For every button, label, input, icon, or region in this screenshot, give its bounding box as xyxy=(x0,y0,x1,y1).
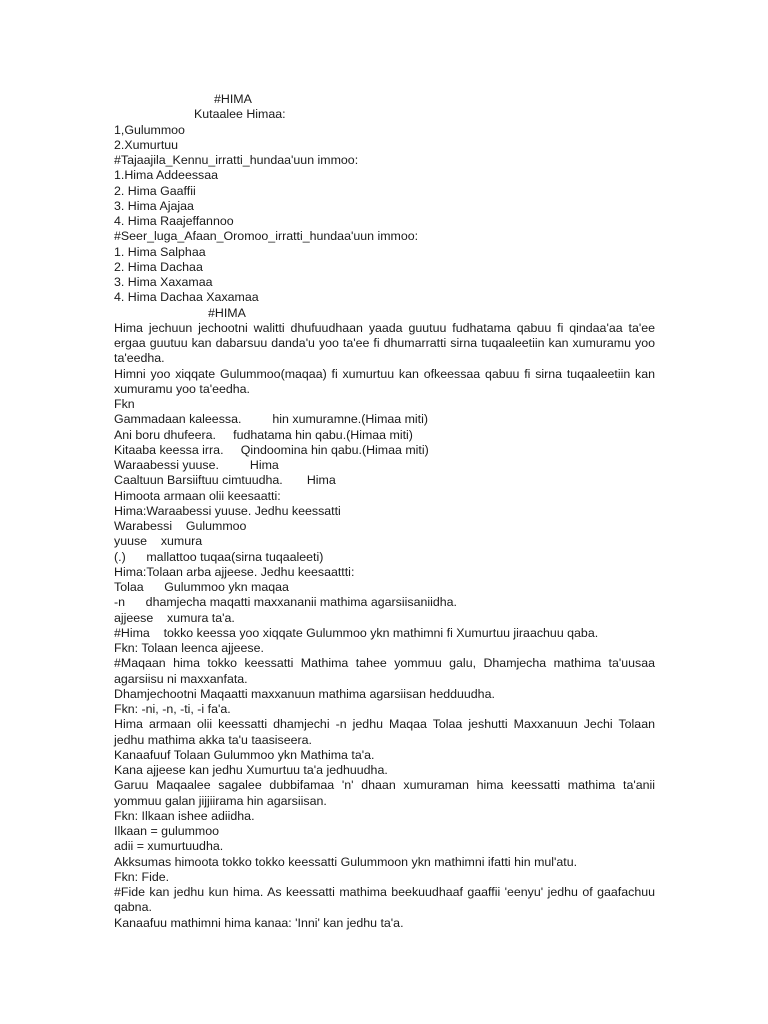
list-item: 2.Xumurtuu xyxy=(114,137,179,152)
text-line: Dhamjechootni Maqaatti maxxanuun mathima agarsiisan hedduudha. xyxy=(114,686,495,701)
list-item: 4. Hima Raajeffannoo xyxy=(114,214,234,228)
list-item: 3. Hima Xaxamaa xyxy=(114,275,213,289)
text-line: Hima:Waraabessi yuuse. Jedhu keessatti xyxy=(114,503,341,518)
text-line: Kanaafuu mathimni hima kanaa: 'Inni' kan jedhu ta'a. xyxy=(114,915,404,930)
list-item: 1. Hima Salphaa xyxy=(114,244,206,259)
document-body xyxy=(114,92,655,931)
text-line: Ilkaan = gulummoo xyxy=(114,824,220,838)
text-line: ajjeese xumura ta'a. xyxy=(114,610,235,625)
paragraph: #Fide kan jedhu kun hima. As keessatti mathima beekuudhaaf gaaffii 'eenyu' jedhu of gaafachuu qabna. xyxy=(114,885,655,915)
example-line: Gammadaan kaleessa. hin xumuramne.(Himaa miti) xyxy=(114,412,429,427)
section-title: #HIMA xyxy=(208,305,246,320)
text-line: -n dhamjecha maqatti maxxananii mathima agarsiisaniidha. xyxy=(114,595,457,610)
paragraph: Garuu Maqaalee sagalee dubbifamaa 'n' dhaan xumuraman hima keessatti mathima ta'anii yommuu galan jijjiirama hin agarsiisan. xyxy=(114,778,655,808)
document-subtitle: Kutaalee Himaa: xyxy=(194,107,286,122)
list-item: 4. Hima Dachaa Xaxamaa xyxy=(114,290,259,305)
text-line: Fkn: Fide. xyxy=(114,869,170,884)
text-line: Akksumas himoota tokko tokko keessatti Gulummoon ykn mathimni ifatti hin mul'atu. xyxy=(114,854,578,869)
text-line: Himoota armaan olii keesaatti: xyxy=(114,488,281,503)
example-line: Kitaaba keessa irra. Qindoomina hin qabu.(Himaa miti) xyxy=(114,442,429,457)
text-line: (.) mallattoo tuqaa(sirna tuqaaleeti) xyxy=(114,549,324,564)
text-line: yuuse xumura xyxy=(114,534,203,549)
hashtag-heading: #Tajaajila_Kennu_irratti_hundaa'uun immoo: xyxy=(114,153,359,167)
text-line: Fkn: Tolaan leenca ajjeese. xyxy=(114,641,264,655)
paragraph: Hima jechuun jechootni walitti dhufuudhaan yaada guutuu fudhatama qabuu fi qindaa'aa ta'ee ergaa guutuu kan dabarsuu danda'u yoo ta'ee fi dhumarratti sirna tuqaaleetiin kan xumuramu yoo ta'eedha. xyxy=(114,320,655,366)
example-line: Waraabessi yuuse. Hima xyxy=(114,458,279,472)
text-line: Kanaafuuf Tolaan Gulummoo ykn Mathima ta'a. xyxy=(114,747,375,762)
text-line: Fkn: -ni, -n, -ti, -i fa'a. xyxy=(114,702,231,716)
paragraph: Hima armaan olii keessatti dhamjechi -n jedhu Maqaa Tolaa jeshutti Maxxanuun Jechi Tolaan jedhu mathima akka ta'u taasiseera. xyxy=(114,717,655,747)
hashtag-heading: #Seer_luga_Afaan_Oromoo_irratti_hundaa'uun immoo: xyxy=(114,229,419,244)
list-item: 2. Hima Gaaffii xyxy=(114,183,196,198)
text-line: Hima:Tolaan arba ajjeese. Jedhu keesaattti: xyxy=(114,564,355,579)
example-label: Fkn xyxy=(114,397,135,411)
document-title: #HIMA xyxy=(214,92,252,106)
text-line: adii = xumurtuudha. xyxy=(114,839,224,854)
list-item: 3. Hima Ajajaa xyxy=(114,198,194,213)
text-line: Fkn: Ilkaan ishee adiidha. xyxy=(114,808,255,823)
list-item: 1.Hima Addeessaa xyxy=(114,168,219,183)
text-line: Kana ajjeese kan jedhu Xumurtuu ta'a jedhuudha. xyxy=(114,763,388,777)
list-item: 2. Hima Dachaa xyxy=(114,259,203,274)
example-line: Caaltuun Barsiiftuu cimtuudha. Hima xyxy=(114,473,336,488)
list-item: 1,Gulummoo xyxy=(114,122,185,137)
paragraph: #Maqaan hima tokko keessatti Mathima tahee yommuu galu, Dhamjecha mathima ta'uusaa agarsiisu ni maxxanfata. xyxy=(114,656,655,686)
text-line: Warabessi Gulummoo xyxy=(114,519,247,533)
text-line: #Hima tokko keessa yoo xiqqate Gulummoo ykn mathimni fi Xumurtuu jiraachuu qaba. xyxy=(114,625,599,640)
text-line: Tolaa Gulummoo ykn maqaa xyxy=(114,580,289,594)
example-line: Ani boru dhufeera. fudhatama hin qabu.(Himaa miti) xyxy=(114,427,413,442)
paragraph: Himni yoo xiqqate Gulummoo(maqaa) fi xumurtuu kan ofkeessaa qabuu fi sirna tuqaaleetiin kan xumuramu yoo ta'eedha. xyxy=(114,366,655,396)
